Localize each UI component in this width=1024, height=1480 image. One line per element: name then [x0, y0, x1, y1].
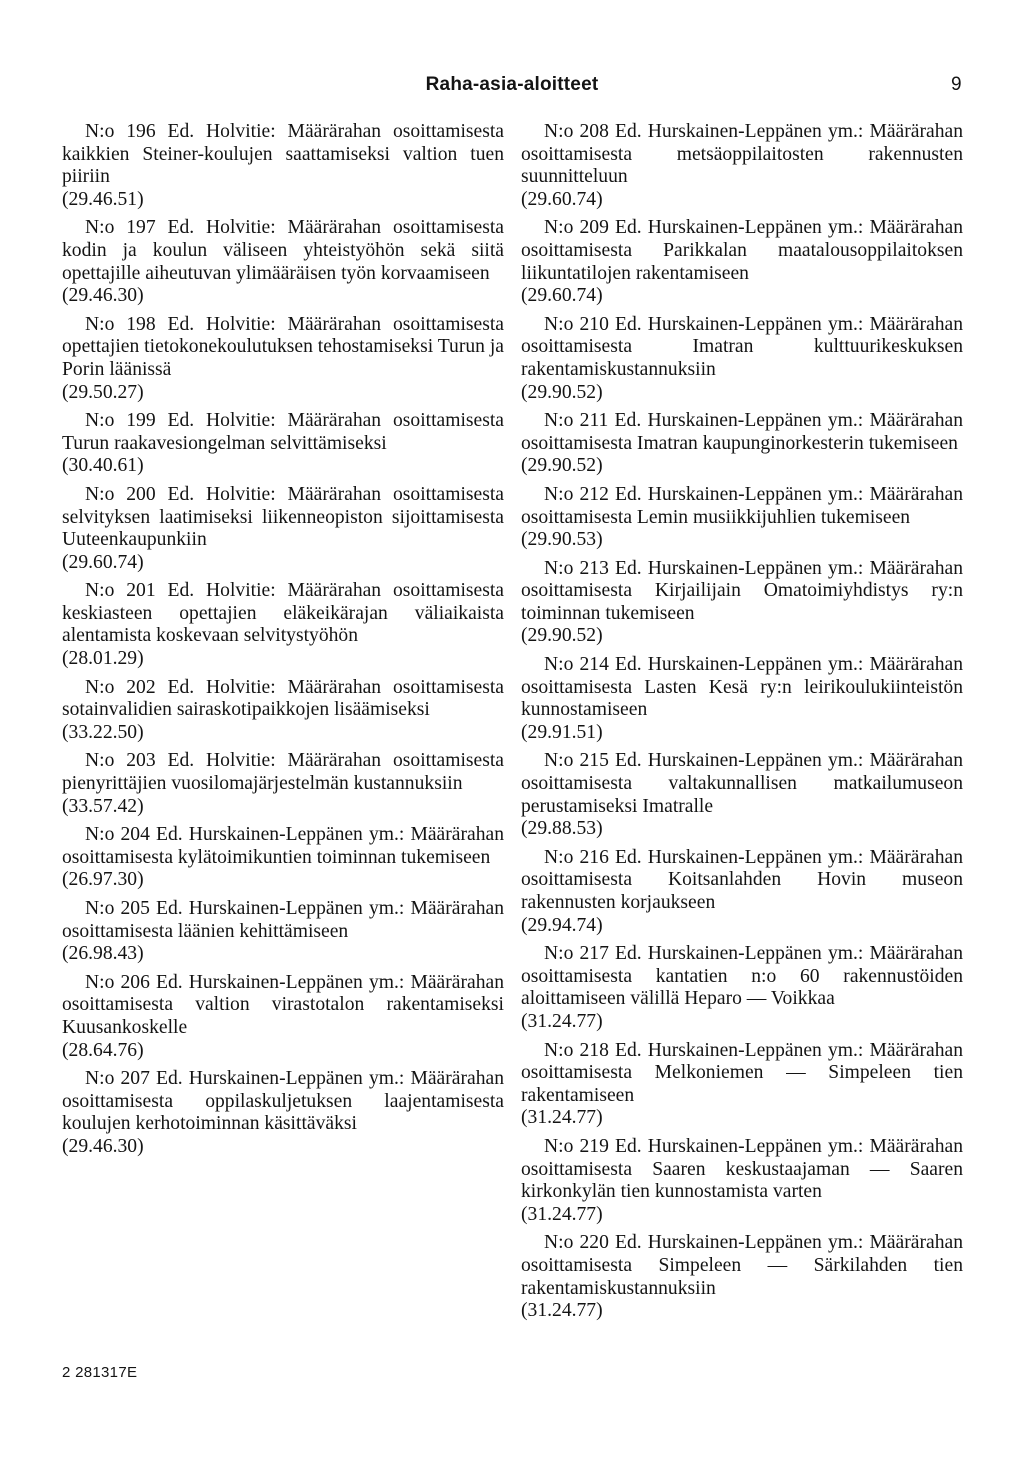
page-number: 9 [951, 74, 962, 95]
budget-code: (30.40.61) [62, 455, 144, 477]
entry-210 [521, 314, 963, 404]
entry-202 [62, 677, 504, 745]
entry-text: N:o 210 Ed. Hurskainen-Leppänen ym.: Määrärahan osoittamisesta Imatran kulttuurikeskuksen rakentamiskustannuksiin [521, 313, 963, 380]
budget-code: (31.24.77) [521, 1300, 603, 1322]
entry-208 [521, 121, 963, 211]
entry-text: N:o 213 Ed. Hurskainen-Leppänen ym.: Määrärahan osoittamisesta Kirjailijain Omatoimiyhdistys ry:n toiminnan tukemiseen [521, 557, 963, 624]
entry-text: N:o 198 Ed. Holvitie: Määrärahan osoittamisesta opettajien tietokonekoulutuksen tehostamiseksi Turun ja Porin läänissä [62, 313, 504, 380]
entry-200 [62, 484, 504, 574]
budget-code: (29.88.53) [521, 818, 603, 840]
budget-code: (31.24.77) [521, 1203, 603, 1225]
entry-203 [62, 750, 504, 818]
entry-text: N:o 219 Ed. Hurskainen-Leppänen ym.: Määrärahan osoittamisesta Saaren keskustaajaman — Saaren kirkonkylän tien kunnostamista varten [521, 1135, 963, 1203]
budget-code: (29.91.51) [521, 721, 603, 743]
entry-text: N:o 208 Ed. Hurskainen-Leppänen ym.: Määrärahan osoittamisesta metsäoppilaitosten rakennusten suunnitteluun [521, 121, 963, 188]
entry-212 [521, 484, 963, 552]
budget-code: (26.98.43) [62, 943, 144, 965]
entry-216 [521, 847, 963, 937]
entry-text: N:o 203 Ed. Holvitie: Määrärahan osoittamisesta pienyrittäjien vuosilomajärjestelmän kustannuksiin [62, 750, 504, 795]
entry-text: N:o 196 Ed. Holvitie: Määrärahan osoittamisesta kaikkien Steiner-koulujen saattamiseksi valtion tuen piiriin [62, 121, 504, 188]
entry-text: N:o 204 Ed. Hurskainen-Leppänen ym.: Määrärahan osoittamisesta kylätoimikuntien toiminnan tukemiseen [62, 824, 504, 868]
entry-219 [521, 1136, 963, 1226]
entry-text: N:o 205 Ed. Hurskainen-Leppänen ym.: Määrärahan osoittamisesta läänien kehittämiseen [62, 898, 504, 942]
budget-code: (29.60.74) [521, 188, 603, 210]
entry-text: N:o 218 Ed. Hurskainen-Leppänen ym.: Määrärahan osoittamisesta Melkoniemen — Simpeleen tien rakentamiseen [521, 1039, 963, 1106]
entry-text: N:o 215 Ed. Hurskainen-Leppänen ym.: Määrärahan osoittamisesta valtakunnallisen matkailumuseon perustamiseksi Imatralle [521, 750, 963, 817]
budget-code: (28.01.29) [62, 648, 144, 670]
entry-209 [521, 217, 963, 307]
entry-text: N:o 220 Ed. Hurskainen-Leppänen ym.: Määrärahan osoittamisesta Simpeleen — Särkilahden tien rakentamiskustannuksiin [521, 1232, 963, 1299]
entry-217 [521, 943, 963, 1033]
entry-text: N:o 212 Ed. Hurskainen-Leppänen ym.: Määrärahan osoittamisesta Lemin musiikkijuhlien tukemiseen [521, 483, 963, 528]
entry-214 [521, 654, 963, 744]
entry-text: N:o 206 Ed. Hurskainen-Leppänen ym.: Määrärahan osoittamisesta valtion virastotalon rakentamiseksi Kuusankoskelle [62, 971, 504, 1038]
budget-code: (26.97.30) [62, 869, 144, 891]
entry-197 [62, 217, 504, 307]
entry-text: N:o 207 Ed. Hurskainen-Leppänen ym.: Määrärahan osoittamisesta oppilaskuljetuksen laajentamisesta koulujen kerhotoiminnan käsittäväksi [62, 1068, 504, 1135]
entry-text: N:o 211 Ed. Hurskainen-Leppänen ym.: Määrärahan osoittamisesta Imatran kaupunginorkesterin tukemiseen [521, 410, 963, 454]
budget-code: (29.90.52) [521, 625, 603, 647]
budget-code: (33.22.50) [62, 721, 144, 743]
entry-206 [62, 972, 504, 1062]
budget-code: (31.24.77) [521, 1010, 603, 1032]
budget-code: (29.94.74) [521, 914, 603, 936]
entry-211 [521, 410, 963, 478]
entry-text: N:o 209 Ed. Hurskainen-Leppänen ym.: Määrärahan osoittamisesta Parikkalan maatalousoppilaitoksen liikuntatilojen rakentamiseen [521, 217, 963, 284]
entry-text: N:o 197 Ed. Holvitie: Määrärahan osoittamisesta kodin ja koulun väliseen yhteistyöhön sekä siitä opettajille aiheutuvan ylimääräisen työn korvaamiseen [62, 217, 504, 284]
entry-207 [62, 1068, 504, 1158]
budget-code: (29.90.52) [521, 381, 603, 403]
entry-213 [521, 558, 963, 648]
entry-196 [62, 121, 504, 211]
entry-text: N:o 216 Ed. Hurskainen-Leppänen ym.: Määrärahan osoittamisesta Koitsanlahden Hovin museon rakennusten korjaukseen [521, 846, 963, 913]
entry-text: N:o 214 Ed. Hurskainen-Leppänen ym.: Määrärahan osoittamisesta Lasten Kesä ry:n leirikoulukiinteistön kunnostamiseen [521, 654, 963, 721]
entry-text: N:o 217 Ed. Hurskainen-Leppänen ym.: Määrärahan osoittamisesta kantatien n:o 60 rakennustöiden aloittamiseen välillä Heparo — Voikkaa [521, 943, 963, 1010]
entry-215 [521, 750, 963, 840]
entry-text: N:o 199 Ed. Holvitie: Määrärahan osoittamisesta Turun raakavesiongelman selvittämiseksi [62, 410, 504, 454]
budget-code: (29.90.53) [521, 529, 603, 551]
budget-code: (33.57.42) [62, 795, 144, 817]
budget-code: (29.50.27) [62, 381, 144, 403]
entry-204 [62, 824, 504, 892]
entry-text: N:o 202 Ed. Holvitie: Määrärahan osoittamisesta sotainvalidien sairaskotipaikkojen lisäämiseksi [62, 676, 504, 721]
budget-code: (29.46.30) [62, 1135, 144, 1157]
budget-code: (29.46.51) [62, 188, 144, 210]
entry-205 [62, 898, 504, 966]
left-column [62, 121, 504, 1165]
entry-198 [62, 314, 504, 404]
running-head: Raha-asia-aloitteet [425, 74, 599, 95]
budget-code: (29.46.30) [62, 285, 144, 307]
entry-218 [521, 1040, 963, 1130]
entry-201 [62, 580, 504, 670]
print-code: 2 281317E [62, 1364, 138, 1381]
budget-code: (31.24.77) [521, 1107, 603, 1129]
entry-text: N:o 200 Ed. Holvitie: Määrärahan osoittamisesta selvityksen laatimiseksi liikenneopiston sijoittamisesta Uuteenkaupunkiin [62, 483, 504, 551]
entry-199 [62, 410, 504, 478]
budget-code: (29.60.74) [62, 551, 144, 573]
entry-220 [521, 1232, 963, 1322]
budget-code: (29.60.74) [521, 285, 603, 307]
right-column [521, 121, 963, 1329]
budget-code: (28.64.76) [62, 1039, 144, 1061]
entry-text: N:o 201 Ed. Holvitie: Määrärahan osoittamisesta keskiasteen opettajien eläkeikärajan väliaikaista alentamista koskevaan selvitystyöhön [62, 580, 504, 647]
budget-code: (29.90.52) [521, 455, 603, 477]
